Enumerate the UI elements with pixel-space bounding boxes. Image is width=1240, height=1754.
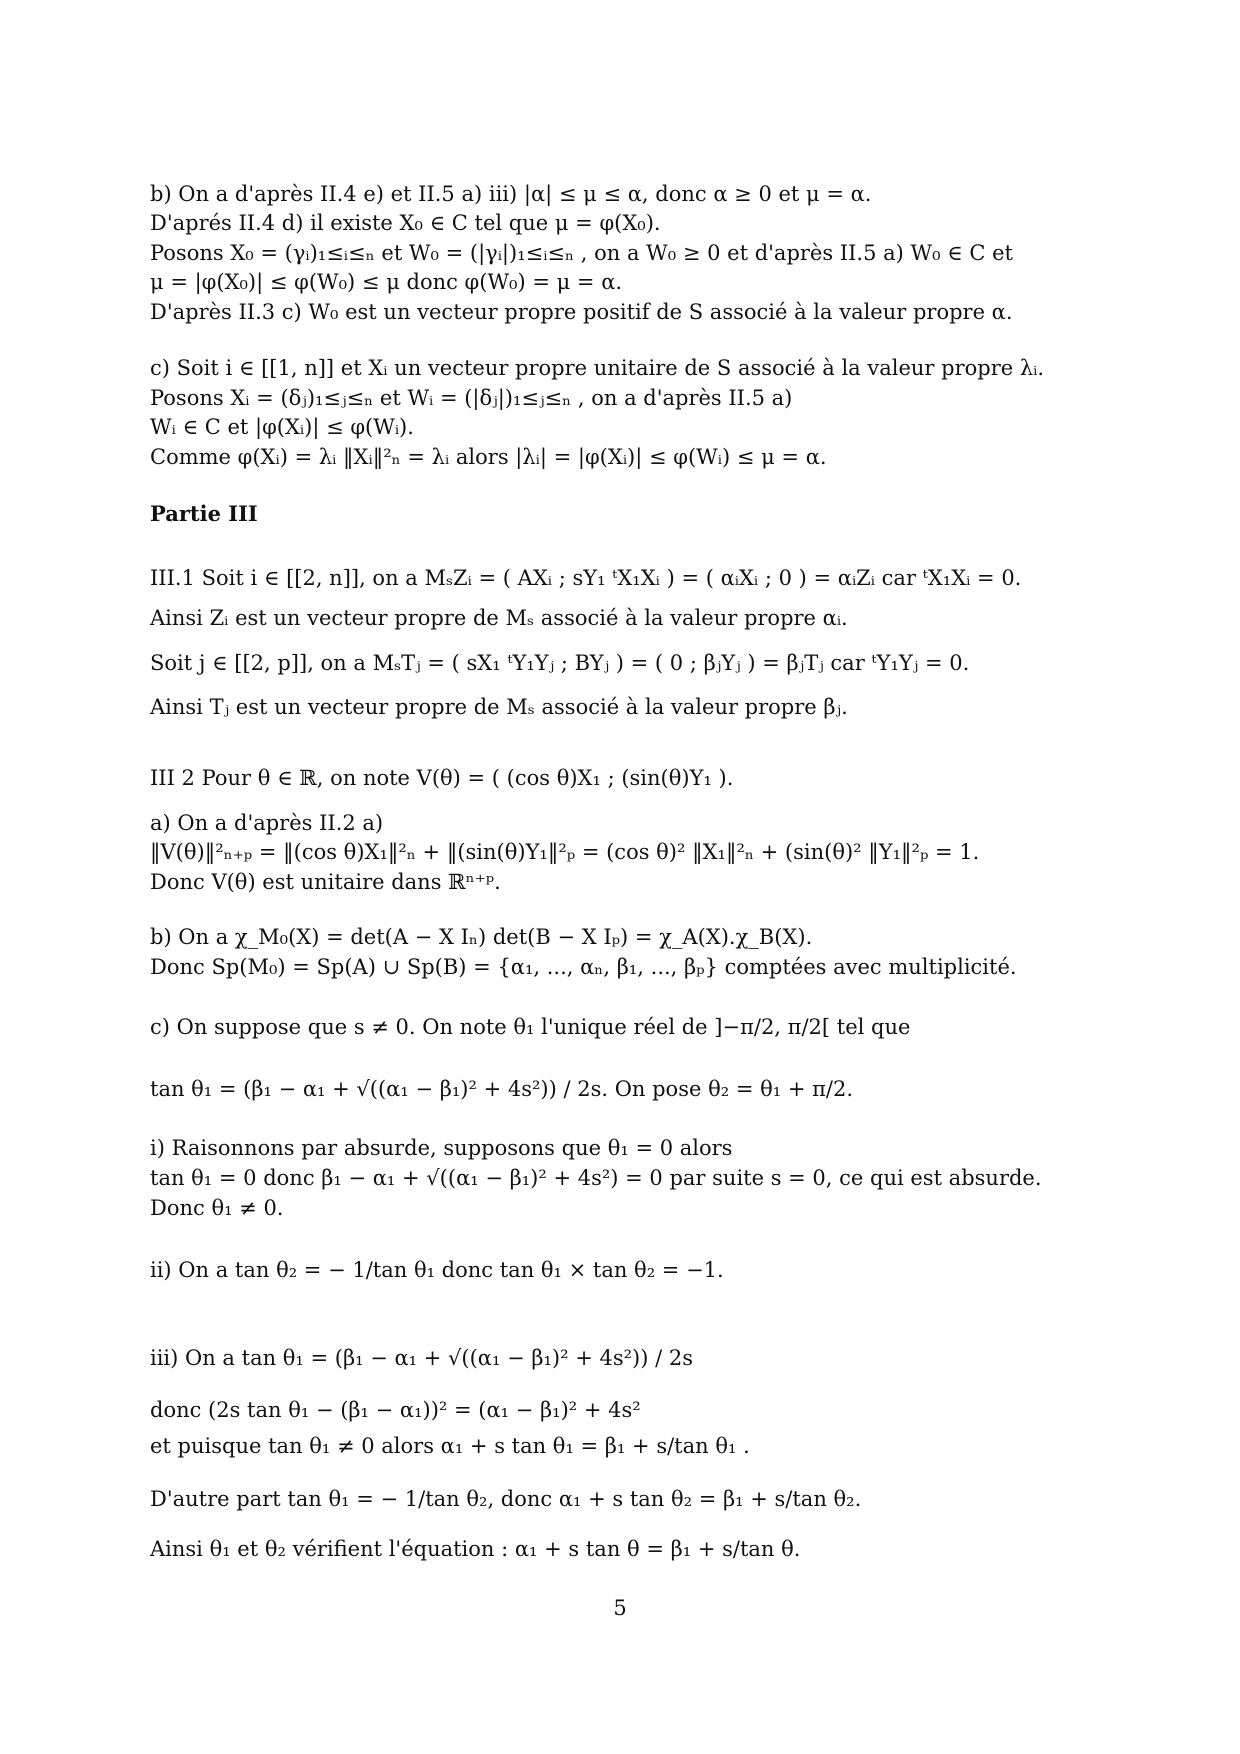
text-line: tan θ₁ = (β₁ − α₁ + √((α₁ − β₁)² + 4s²)) / 2s. On pose θ₂ = θ₁ + π/2. (150, 1077, 854, 1101)
text-line: c) Soit i ∈ [[1, n]] et Xᵢ un vecteur propre unitaire de S associé à la valeur propre λᵢ. (150, 356, 1045, 380)
text-line: III 2 Pour θ ∈ ℝ, on note V(θ) = ( (cos θ)X₁ ; (sin(θ)Y₁ ). (150, 766, 734, 790)
text-line: a) On a d'après II.2 a) (150, 811, 384, 835)
text-line: tan θ₁ = 0 donc β₁ − α₁ + √((α₁ − β₁)² + 4s²) = 0 par suite s = 0, ce qui est absurde. (150, 1166, 1042, 1190)
text-line: et puisque tan θ₁ ≠ 0 alors α₁ + s tan θ₁ = β₁ + s/tan θ₁ . (150, 1434, 750, 1458)
text-line: D'après II.3 c) W₀ est un vecteur propre positif de S associé à la valeur propre α. (150, 300, 1013, 324)
text-line: c) On suppose que s ≠ 0. On note θ₁ l'unique réel de ]−π/2, π/2[ tel que (150, 1015, 911, 1039)
text-line: Ainsi Zᵢ est un vecteur propre de Mₛ associé à la valeur propre αᵢ. (150, 606, 848, 630)
text-line: Posons X₀ = (γᵢ)₁≤ᵢ≤ₙ et W₀ = (|γᵢ|)₁≤ᵢ≤ₙ , on a W₀ ≥ 0 et d'après II.5 a) W₀ ∈ C et (150, 241, 1013, 265)
section-title: Partie III (150, 501, 258, 526)
text-line: Donc Sp(M₀) = Sp(A) ∪ Sp(B) = {α₁, ..., αₙ, β₁, ..., βₚ} comptées avec multiplicité. (150, 955, 1017, 979)
text-line: donc (2s tan θ₁ − (β₁ − α₁))² = (α₁ − β₁)² + 4s² (150, 1398, 641, 1422)
text-line: D'aprés II.4 d) il existe X₀ ∈ C tel que μ = φ(X₀). (150, 211, 661, 235)
text-line: b) On a d'après II.4 e) et II.5 a) iii) |α| ≤ μ ≤ α, donc α ≥ 0 et μ = α. (150, 182, 872, 206)
text-line: Ainsi θ₁ et θ₂ vérifient l'équation : α₁ + s tan θ = β₁ + s/tan θ. (150, 1537, 801, 1561)
text-line: Posons Xᵢ = (δⱼ)₁≤ⱼ≤ₙ et Wᵢ = (|δⱼ|)₁≤ⱼ≤ₙ , on a d'après II.5 a) (150, 386, 793, 410)
text-line: Soit j ∈ [[2, p]], on a MₛTⱼ = ( sX₁ ᵗY₁Yⱼ ; BYⱼ ) = ( 0 ; βⱼYⱼ ) = βⱼTⱼ car ᵗY₁Yⱼ = 0. (150, 651, 970, 675)
text-line: Comme φ(Xᵢ) = λᵢ ‖Xᵢ‖²ₙ = λᵢ alors |λᵢ| = |φ(Xᵢ)| ≤ φ(Wᵢ) ≤ μ = α. (150, 445, 827, 469)
text-line: Ainsi Tⱼ est un vecteur propre de Mₛ associé à la valeur propre βⱼ. (150, 695, 848, 719)
text-line: μ = |φ(X₀)| ≤ φ(W₀) ≤ μ donc φ(W₀) = μ = α. (150, 270, 623, 294)
page-number: 5 (613, 1596, 627, 1620)
text-line: ii) On a tan θ₂ = − 1/tan θ₁ donc tan θ₁ × tan θ₂ = −1. (150, 1258, 724, 1282)
text-line: III.1 Soit i ∈ [[2, n]], on a MₛZᵢ = ( AXᵢ ; sY₁ ᵗX₁Xᵢ ) = ( αᵢXᵢ ; 0 ) = αᵢZᵢ car ᵗX₁Xᵢ = 0. (150, 566, 1022, 590)
text-line: ‖V(θ)‖²ₙ₊ₚ = ‖(cos θ)X₁‖²ₙ + ‖(sin(θ)Y₁‖²ₚ = (cos θ)² ‖X₁‖²ₙ + (sin(θ)² ‖Y₁‖²ₚ = 1. (150, 840, 980, 864)
text-line: iii) On a tan θ₁ = (β₁ − α₁ + √((α₁ − β₁)² + 4s²)) / 2s (150, 1346, 693, 1370)
text-line: Wᵢ ∈ C et |φ(Xᵢ)| ≤ φ(Wᵢ). (150, 415, 414, 439)
text-line: Donc V(θ) est unitaire dans ℝⁿ⁺ᵖ. (150, 870, 501, 894)
text-line: i) Raisonnons par absurde, supposons que θ₁ = 0 alors (150, 1136, 733, 1160)
text-line: D'autre part tan θ₁ = − 1/tan θ₂, donc α₁ + s tan θ₂ = β₁ + s/tan θ₂. (150, 1487, 862, 1511)
text-line: Donc θ₁ ≠ 0. (150, 1196, 284, 1220)
text-line: b) On a χ_M₀(X) = det(A − X Iₙ) det(B − X Iₚ) = χ_A(X).χ_B(X). (150, 925, 813, 949)
